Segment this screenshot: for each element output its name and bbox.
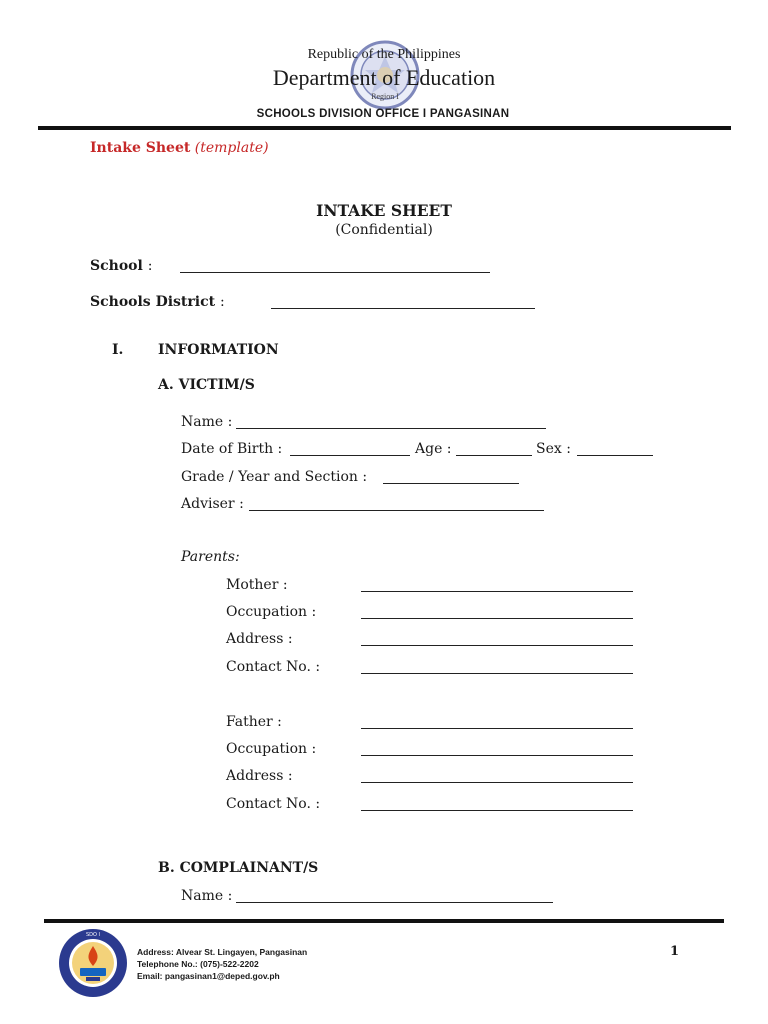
svg-text:SDO I: SDO I [85, 932, 101, 938]
father-label: Father : [226, 714, 282, 730]
page-number: 1 [670, 944, 680, 959]
father-address-label: Address : [226, 768, 293, 784]
footer-address: Address: Alvear St. Lingayen, Pangasinan [137, 947, 308, 957]
footer-telephone: Telephone No.: (075)-522-2202 [137, 959, 259, 969]
victim-dob-field[interactable] [290, 455, 410, 456]
victim-grade-field[interactable] [383, 483, 519, 484]
footer-rule [44, 919, 724, 923]
complainant-name-field[interactable] [236, 902, 553, 903]
department-title: Department of Education [272, 65, 496, 90]
victim-name-label: Name : [181, 414, 233, 430]
victim-sex-label: Sex : [536, 441, 571, 457]
school-field[interactable] [180, 272, 490, 273]
mother-address-field[interactable] [361, 645, 633, 646]
form-subtitle: (Confidential) [335, 222, 433, 238]
complainants-heading: B. COMPLAINANT/S [158, 860, 319, 876]
victim-age-label: Age : [415, 441, 452, 457]
father-contact-label: Contact No. : [226, 796, 321, 812]
division-name: SCHOOLS DIVISION OFFICE I PANGASINAN [256, 108, 510, 120]
victim-sex-field[interactable] [577, 455, 653, 456]
parents-label: Parents: [181, 549, 240, 565]
mother-contact-label: Contact No. : [226, 659, 321, 675]
father-occupation-label: Occupation : [226, 741, 317, 757]
district-label: Schools District : [90, 294, 225, 310]
complainant-name-label: Name : [181, 888, 233, 904]
father-contact-field[interactable] [361, 810, 633, 811]
header-rule [38, 126, 731, 130]
victim-grade-label: Grade / Year and Section : [181, 469, 368, 485]
mother-address-label: Address : [226, 631, 293, 647]
victim-adviser-label: Adviser : [181, 496, 244, 512]
template-tag-title: Intake Sheet [90, 140, 191, 156]
victim-name-field[interactable] [236, 428, 546, 429]
section-number: I. [112, 342, 124, 358]
father-occupation-field[interactable] [361, 755, 633, 756]
form-title: INTAKE SHEET [316, 201, 452, 220]
sdo-logo-icon [58, 928, 128, 998]
section-title: INFORMATION [158, 342, 279, 358]
mother-field[interactable] [361, 591, 633, 592]
mother-occupation-field[interactable] [361, 618, 633, 619]
district-field[interactable] [271, 308, 535, 309]
mother-contact-field[interactable] [361, 673, 633, 674]
father-address-field[interactable] [361, 782, 633, 783]
victim-dob-label: Date of Birth : [181, 441, 283, 457]
victim-age-field[interactable] [456, 455, 532, 456]
mother-occupation-label: Occupation : [226, 604, 317, 620]
seal-region-text: Region I [371, 92, 399, 101]
template-tag [90, 140, 269, 156]
mother-label: Mother : [226, 577, 288, 593]
victim-adviser-field[interactable] [249, 510, 544, 511]
victims-heading: A. VICTIM/S [158, 377, 255, 393]
school-label: School : [90, 258, 153, 274]
footer-email: Email: pangasinan1@deped.gov.ph [137, 971, 280, 981]
republic-text: Republic of the Philippines [307, 47, 461, 62]
template-tag-note: (template) [194, 140, 269, 156]
father-field[interactable] [361, 728, 633, 729]
